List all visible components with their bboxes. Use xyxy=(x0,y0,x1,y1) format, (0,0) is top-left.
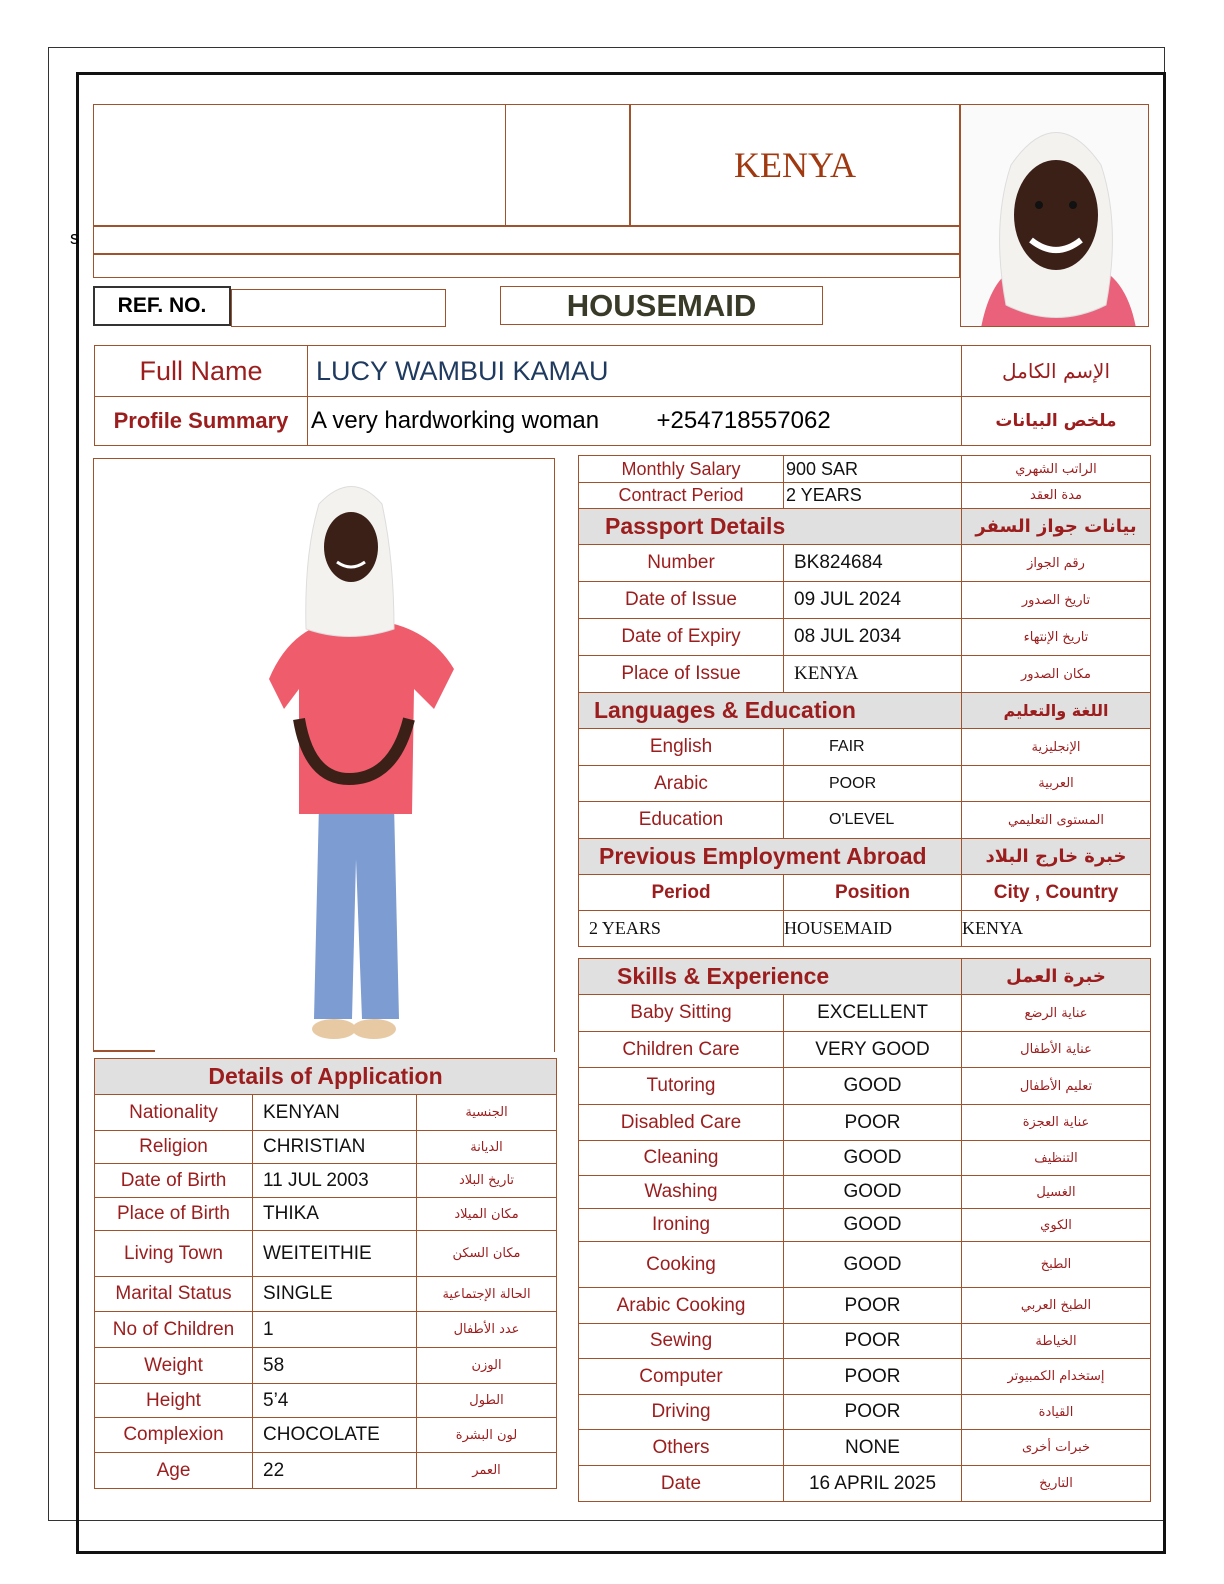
row-ar: تعليم الأطفال xyxy=(962,1068,1151,1105)
row-label: Children Care xyxy=(579,1032,784,1068)
row-ar: العمر xyxy=(417,1453,557,1489)
row-ar: التاريخ xyxy=(962,1466,1151,1502)
row-value: GOOD xyxy=(784,1176,962,1209)
row-value: KENYA xyxy=(784,656,962,693)
table-row xyxy=(579,619,1151,656)
row-ar: الخياطة xyxy=(962,1324,1151,1359)
row-label: Date of Birth xyxy=(95,1164,253,1198)
row-value: 16 APRIL 2025 xyxy=(784,1466,962,1502)
emp-country: KENYA xyxy=(962,911,1151,947)
row-label: Monthly Salary xyxy=(579,456,784,483)
row-label: Height xyxy=(95,1384,253,1418)
row-label: Contract Period xyxy=(579,483,784,509)
row-value: NONE xyxy=(784,1430,962,1466)
row-ar: عدد الأطفال xyxy=(417,1312,557,1348)
table-row xyxy=(95,1164,557,1198)
row-value: 11 JUL 2003 xyxy=(253,1164,417,1198)
row-value: EXCELLENT xyxy=(784,995,962,1032)
header-row xyxy=(93,254,960,278)
row-label: Nationality xyxy=(95,1095,253,1131)
table-row xyxy=(579,656,1151,693)
row-ar: الحالة الإجتماعية xyxy=(417,1277,557,1312)
table-row xyxy=(95,1312,557,1348)
row-ar: مكان الصدور xyxy=(962,656,1151,693)
table-row xyxy=(579,802,1151,839)
col-city: City , Country xyxy=(962,875,1151,911)
row-label: Cleaning xyxy=(579,1141,784,1176)
row-value: POOR xyxy=(784,1395,962,1430)
summary-ar: ملخص البيانات xyxy=(962,397,1151,446)
row-ar: الكوي xyxy=(962,1209,1151,1242)
header-row xyxy=(93,226,960,254)
row-ar: تاريخ البلاد xyxy=(417,1164,557,1198)
row-value: GOOD xyxy=(784,1209,962,1242)
row-value: GOOD xyxy=(784,1141,962,1176)
row-label: No of Children xyxy=(95,1312,253,1348)
row-label: Others xyxy=(579,1430,784,1466)
row-value: 58 xyxy=(253,1348,417,1384)
row-ar: العربية xyxy=(962,766,1151,802)
row-ar: الطبخ العربي xyxy=(962,1288,1151,1324)
row-ar: مكان السكن xyxy=(417,1231,557,1277)
table-row xyxy=(579,911,1151,947)
full-name-label: Full Name xyxy=(95,346,308,397)
summary-label: Profile Summary xyxy=(95,397,308,446)
portrait-icon xyxy=(961,105,1149,327)
row-value: POOR xyxy=(784,1324,962,1359)
passport-title: Passport Details xyxy=(579,509,962,545)
table-row xyxy=(579,1032,1151,1068)
row-ar: لون البشرة xyxy=(417,1418,557,1453)
row-ar: إستخدام الكمبيوتر xyxy=(962,1359,1151,1395)
row-label: Baby Sitting xyxy=(579,995,784,1032)
row-ar: عناية العجزة xyxy=(962,1105,1151,1141)
row-value: CHRISTIAN xyxy=(253,1131,417,1164)
row-ar: الطبخ xyxy=(962,1242,1151,1288)
employment-title: Previous Employment Abroad xyxy=(579,839,962,875)
job-title: HOUSEMAID xyxy=(500,286,823,325)
row-value: O'LEVEL xyxy=(784,802,962,839)
summary-value xyxy=(308,397,962,446)
row-ar: الديانة xyxy=(417,1131,557,1164)
row-value: POOR xyxy=(784,766,962,802)
table-row xyxy=(95,1384,557,1418)
row-label: Cooking xyxy=(579,1242,784,1288)
table-row xyxy=(579,729,1151,766)
row-ar: تاريخ الإنتهاء xyxy=(962,619,1151,656)
row-value: GOOD xyxy=(784,1068,962,1105)
row-value: FAIR xyxy=(784,729,962,766)
table-row xyxy=(579,483,1151,509)
table-row xyxy=(95,1277,557,1312)
row-value: 1 xyxy=(253,1312,417,1348)
row-ar: المستوى التعليمي xyxy=(962,802,1151,839)
table-row xyxy=(579,1176,1151,1209)
row-value: CHOCOLATE xyxy=(253,1418,417,1453)
row-label: Ironing xyxy=(579,1209,784,1242)
row-label: Education xyxy=(579,802,784,839)
table-row xyxy=(579,766,1151,802)
ref-value xyxy=(231,289,446,327)
table-row xyxy=(579,545,1151,582)
profile-table xyxy=(94,345,1151,446)
row-label: Weight xyxy=(95,1348,253,1384)
row-ar: القيادة xyxy=(962,1395,1151,1430)
table-row xyxy=(579,1466,1151,1502)
application-table xyxy=(94,1058,557,1489)
col-position: Position xyxy=(784,875,962,911)
standing-figure-icon xyxy=(94,459,554,1051)
summary-text: A very hardworking woman xyxy=(311,407,600,434)
row-ar: الراتب الشهري xyxy=(962,456,1151,483)
row-label: Religion xyxy=(95,1131,253,1164)
table-row xyxy=(95,1131,557,1164)
header-cell xyxy=(505,104,630,226)
row-ar: عناية الرضع xyxy=(962,995,1151,1032)
country-title: KENYA xyxy=(734,145,856,185)
row-label: Place of Issue xyxy=(579,656,784,693)
table-row xyxy=(95,1453,557,1489)
row-value: VERY GOOD xyxy=(784,1032,962,1068)
row-value: WEITEITHIE xyxy=(253,1231,417,1277)
table-row xyxy=(95,1198,557,1231)
details-table xyxy=(578,455,1151,1502)
table-row xyxy=(579,1324,1151,1359)
row-label: Sewing xyxy=(579,1324,784,1359)
table-row xyxy=(579,1209,1151,1242)
passport-title-ar: بيانات جواز السفر xyxy=(962,509,1151,545)
table-row xyxy=(95,1418,557,1453)
country-box xyxy=(630,104,960,226)
row-value: THIKA xyxy=(253,1198,417,1231)
stray-text: s xyxy=(70,228,79,248)
table-row xyxy=(579,582,1151,619)
row-label: Marital Status xyxy=(95,1277,253,1312)
row-value: KENYAN xyxy=(253,1095,417,1131)
row-label: Tutoring xyxy=(579,1068,784,1105)
table-row xyxy=(579,1288,1151,1324)
languages-title: Languages & Education xyxy=(579,693,962,729)
row-ar: التنظيف xyxy=(962,1141,1151,1176)
row-value: SINGLE xyxy=(253,1277,417,1312)
row-value: 5’4 xyxy=(253,1384,417,1418)
row-label: Complexion xyxy=(95,1418,253,1453)
row-ar: الجنسية xyxy=(417,1095,557,1131)
table-row xyxy=(579,1141,1151,1176)
row-ar: الطول xyxy=(417,1384,557,1418)
row-value: 08 JUL 2034 xyxy=(784,619,962,656)
row-label: Living Town xyxy=(95,1231,253,1277)
row-label: English xyxy=(579,729,784,766)
row-value: GOOD xyxy=(784,1242,962,1288)
row-ar: الإنجليزية xyxy=(962,729,1151,766)
employment-title-ar: خبرة خارج البلاد xyxy=(962,839,1151,875)
row-ar: عناية الأطفال xyxy=(962,1032,1151,1068)
photo-underline xyxy=(93,1050,155,1052)
row-ar: مدة العقد xyxy=(962,483,1151,509)
logo-box xyxy=(93,104,506,226)
row-ar: الغسيل xyxy=(962,1176,1151,1209)
row-label: Driving xyxy=(579,1395,784,1430)
table-row xyxy=(95,1095,557,1131)
languages-title-ar: اللغة والتعليم xyxy=(962,693,1151,729)
row-label: Arabic Cooking xyxy=(579,1288,784,1324)
full-name-ar: الإسم الكامل xyxy=(962,346,1151,397)
row-ar: الوزن xyxy=(417,1348,557,1384)
table-row xyxy=(579,1395,1151,1430)
row-value: POOR xyxy=(784,1359,962,1395)
skills-title-ar: خبرة العمل xyxy=(962,959,1151,995)
row-value: 09 JUL 2024 xyxy=(784,582,962,619)
row-label: Number xyxy=(579,545,784,582)
table-row xyxy=(579,456,1151,483)
row-label: Date xyxy=(579,1466,784,1502)
row-value: POOR xyxy=(784,1105,962,1141)
row-label: Place of Birth xyxy=(95,1198,253,1231)
table-row xyxy=(95,1231,557,1277)
table-row xyxy=(579,1068,1151,1105)
row-label: Date of Issue xyxy=(579,582,784,619)
table-row xyxy=(95,1348,557,1384)
row-label: Disabled Care xyxy=(579,1105,784,1141)
full-body-photo xyxy=(93,458,555,1052)
row-ar: خبرات أخرى xyxy=(962,1430,1151,1466)
table-row xyxy=(579,1242,1151,1288)
row-value: POOR xyxy=(784,1288,962,1324)
row-ar: رقم الجواز xyxy=(962,545,1151,582)
emp-period: 2 YEARS xyxy=(579,911,784,947)
row-ar: مكان الميلاد xyxy=(417,1198,557,1231)
col-period: Period xyxy=(579,875,784,911)
row-label: Date of Expiry xyxy=(579,619,784,656)
row-value: BK824684 xyxy=(784,545,962,582)
row-ar: تاريخ الصدور xyxy=(962,582,1151,619)
row-label: Arabic xyxy=(579,766,784,802)
row-label: Age xyxy=(95,1453,253,1489)
phone-number: +254718557062 xyxy=(656,407,831,434)
skills-title: Skills & Experience xyxy=(579,959,962,995)
full-name-value: LUCY WAMBUI KAMAU xyxy=(308,346,962,397)
headshot-photo xyxy=(960,104,1149,327)
row-value: 22 xyxy=(253,1453,417,1489)
row-label: Washing xyxy=(579,1176,784,1209)
table-row xyxy=(579,995,1151,1032)
table-row xyxy=(579,1105,1151,1141)
ref-label: REF. NO. xyxy=(93,286,231,326)
table-row xyxy=(579,1359,1151,1395)
row-label: Computer xyxy=(579,1359,784,1395)
row-value: 900 SAR xyxy=(784,456,962,483)
application-title: Details of Application xyxy=(95,1059,557,1095)
emp-position: HOUSEMAID xyxy=(784,911,962,947)
row-value: 2 YEARS xyxy=(784,483,962,509)
table-row xyxy=(579,1430,1151,1466)
